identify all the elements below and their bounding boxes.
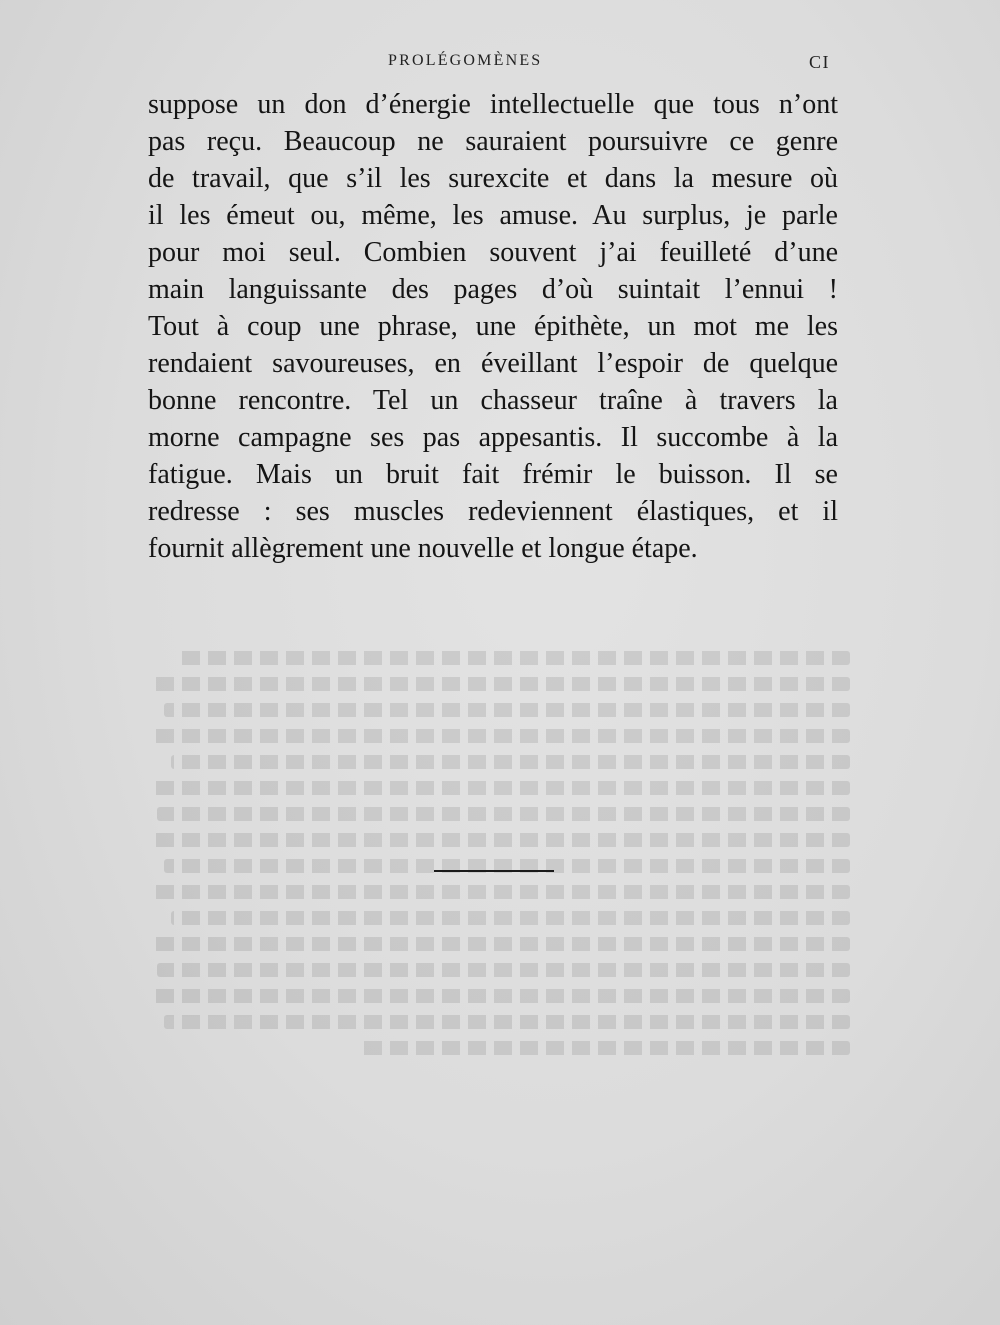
text-line: rendaient savoureuses, en éveillant l’espoir de quelque bbox=[148, 348, 838, 379]
text-line: morne campagne ses pas appesantis. Il succombe à la bbox=[148, 422, 838, 453]
text-line: pas reçu. Beaucoup ne sauraient poursuivre ce genre bbox=[148, 126, 838, 157]
text-line: de travail, que s’il les surexcite et dans la mesure où bbox=[148, 163, 838, 194]
text-line: Tout à coup une phrase, une épithète, un mot me les bbox=[148, 311, 838, 342]
body-paragraph bbox=[148, 86, 838, 567]
text-line: redresse : ses muscles redeviennent élastiques, et il bbox=[148, 496, 838, 527]
text-line: fournit allègrement une nouvelle et longue étape. bbox=[148, 533, 698, 564]
running-head bbox=[148, 52, 830, 76]
text-line: suppose un don d’énergie intellectuelle que tous n’ont bbox=[148, 89, 838, 120]
section-divider-rule bbox=[434, 870, 554, 872]
page-number: CI bbox=[809, 52, 830, 72]
text-line: il les émeut ou, même, les amuse. Au surplus, je parle bbox=[148, 200, 838, 231]
text-line: pour moi seul. Combien souvent j’ai feuilleté d’une bbox=[148, 237, 838, 268]
text-line: fatigue. Mais un bruit fait frémir le buisson. Il se bbox=[148, 459, 838, 490]
text-line: main languissante des pages d’où suintait l’ennui ! bbox=[148, 274, 838, 305]
show-through-text bbox=[150, 640, 850, 1067]
text-line: bonne rencontre. Tel un chasseur traîne à travers la bbox=[148, 385, 838, 416]
running-title: PROLÉGOMÈNES bbox=[388, 52, 543, 69]
